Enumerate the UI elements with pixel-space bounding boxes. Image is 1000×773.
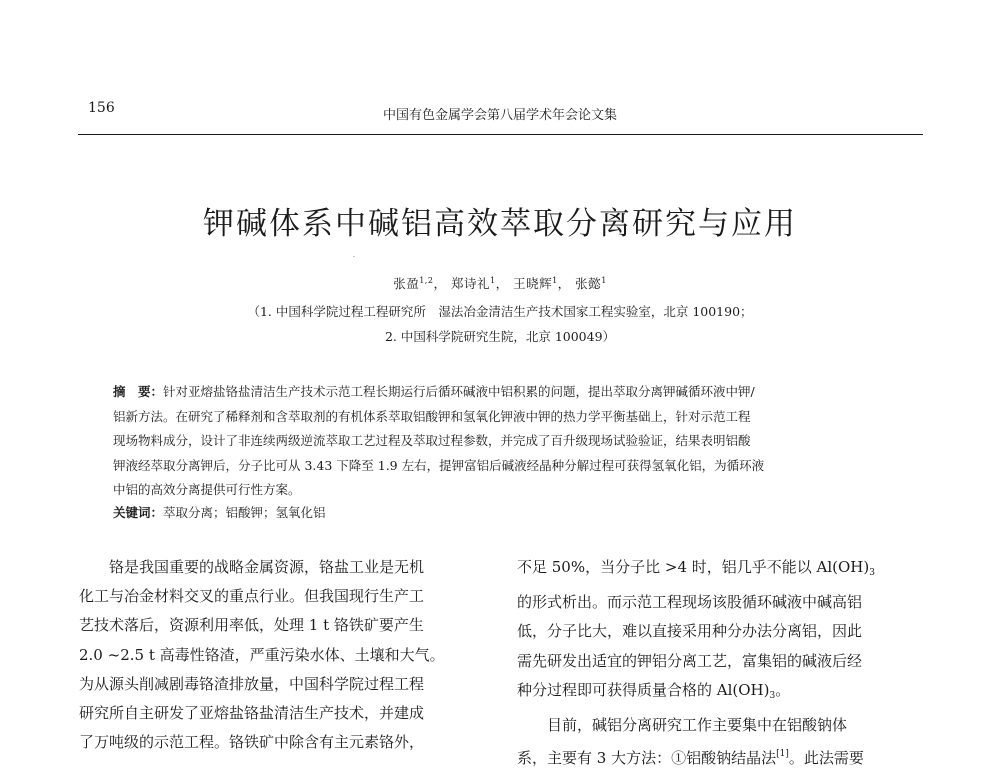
affiliation-1: （1. 中国科学院过程工程研究所 湿法冶金清洁生产技术国家工程实验室，北京 100190； bbox=[247, 304, 753, 319]
affiliation-2: 2. 中国科学院研究生院，北京 100049） bbox=[384, 329, 616, 344]
abstract-line bbox=[113, 380, 903, 405]
body-text: 种分过程即可获得质量合格的 Al(OH) bbox=[517, 680, 770, 699]
body-line bbox=[517, 740, 932, 773]
page-number: 156 bbox=[88, 100, 115, 116]
abstract-line: 现场物料成分，设计了非连续两级逆流萃取工艺过程及萃取过程参数，并完成了百升级现场试验验证，结果表明铝酸 bbox=[113, 433, 751, 449]
body-line: 艺技术落后，资源利用率低，处理 1 t 铬铁矿要产生 bbox=[79, 616, 424, 635]
abstract-label: 摘 要： bbox=[113, 384, 164, 399]
body-text: 不足 50%，当分子比 >4 时，铝几乎不能以 Al(OH) bbox=[517, 558, 870, 576]
running-title: 中国有色金属学会第八届学术年会论文集 bbox=[382, 108, 617, 123]
keywords bbox=[113, 503, 326, 521]
body-text: 。此法需要 bbox=[788, 749, 864, 768]
author-affiliation-mark: 1,2 bbox=[419, 276, 434, 285]
author-separator: ， bbox=[495, 276, 509, 291]
body-line: 的形式析出。而示范工程现场该股循环碱液中碱高铝 bbox=[517, 593, 863, 612]
author-list bbox=[0, 274, 1000, 292]
author-name: 张盈 bbox=[393, 276, 420, 291]
author-affiliation-mark: 1 bbox=[489, 276, 496, 285]
body-line: 为从源头削减剧毒铬渣排放量，中国科学院过程工程 bbox=[79, 674, 425, 693]
author-separator: ， bbox=[557, 276, 571, 291]
header-rule bbox=[78, 134, 923, 135]
body-line: 化工与冶金材料交叉的重点行业。但我国现行生产工 bbox=[79, 587, 425, 606]
keywords-label: 关键词： bbox=[113, 505, 164, 520]
author-separator: ， bbox=[433, 276, 447, 291]
body-text: 系，主要有 3 大方法：①铝酸钠结晶法 bbox=[517, 749, 777, 768]
body-line bbox=[517, 553, 932, 588]
body-text: 。 bbox=[775, 680, 791, 699]
subscript: 3 bbox=[869, 568, 875, 578]
abstract-line: 钾液经萃取分离钾后，分子比可从 3.43 下降至 1.9 左右，提钾富铝后碱液经晶种分解过程可获得氢氧化铝，为循环液 bbox=[113, 457, 765, 473]
body-line: 目前，碱铝分离研究工作主要集中在铝酸钠体 bbox=[517, 716, 848, 735]
author-affiliation-mark: 1 bbox=[552, 276, 558, 285]
body-line: 研究所自主研发了亚熔盐铬盐清洁生产技术，并建成 bbox=[79, 704, 425, 723]
body-line: 了万吨级的示范工程。铬铁矿中除含有主元素铬外， bbox=[79, 733, 425, 752]
keywords-text: 萃取分离；铝酸钾；氢氧化铝 bbox=[163, 505, 326, 520]
body-line: 2.0 ~2.5 t 高毒性铬渣，严重污染水体、土壤和大气。 bbox=[79, 645, 445, 664]
abstract-line: 铝新方法。在研究了稀释剂和含萃取剂的有机体系萃取铝酸钾和氢氧化钾液中钾的热力学平衡基础上，针对示范工程 bbox=[113, 408, 751, 424]
abstract-line: 中铝的高效分离提供可行性方案。 bbox=[113, 482, 301, 498]
author-affiliation-mark: 1 bbox=[601, 276, 607, 285]
body-left-column bbox=[79, 553, 494, 757]
author-name: 张懿 bbox=[575, 276, 602, 291]
separator-dot: · bbox=[353, 254, 355, 261]
body-line: 低，分子比大，难以直接采用种分办法分离铝，因此 bbox=[517, 622, 863, 641]
body-line bbox=[517, 676, 932, 711]
author-name: 王晓辉 bbox=[513, 276, 553, 291]
paper-title: 钾碱体系中碱铝高效萃取分离研究与应用 bbox=[203, 206, 797, 242]
abstract-text: 针对亚熔盐铬盐清洁生产技术示范工程长期运行后循环碱液中铝积累的问题，提出萃取分离钾碱循环液中钾/ bbox=[163, 384, 755, 399]
body-line: 铬是我国重要的战略金属资源，铬盐工业是无机 bbox=[79, 558, 425, 576]
body-right-column bbox=[517, 553, 932, 773]
body-line: 需先研发出适宜的钾铝分离工艺，富集铝的碱液后经 bbox=[517, 651, 863, 670]
citation-ref[interactable]: [1] bbox=[776, 749, 789, 760]
subscript: 3 bbox=[769, 690, 776, 701]
author-name: 郑诗礼 bbox=[450, 276, 490, 291]
abstract bbox=[113, 380, 903, 503]
